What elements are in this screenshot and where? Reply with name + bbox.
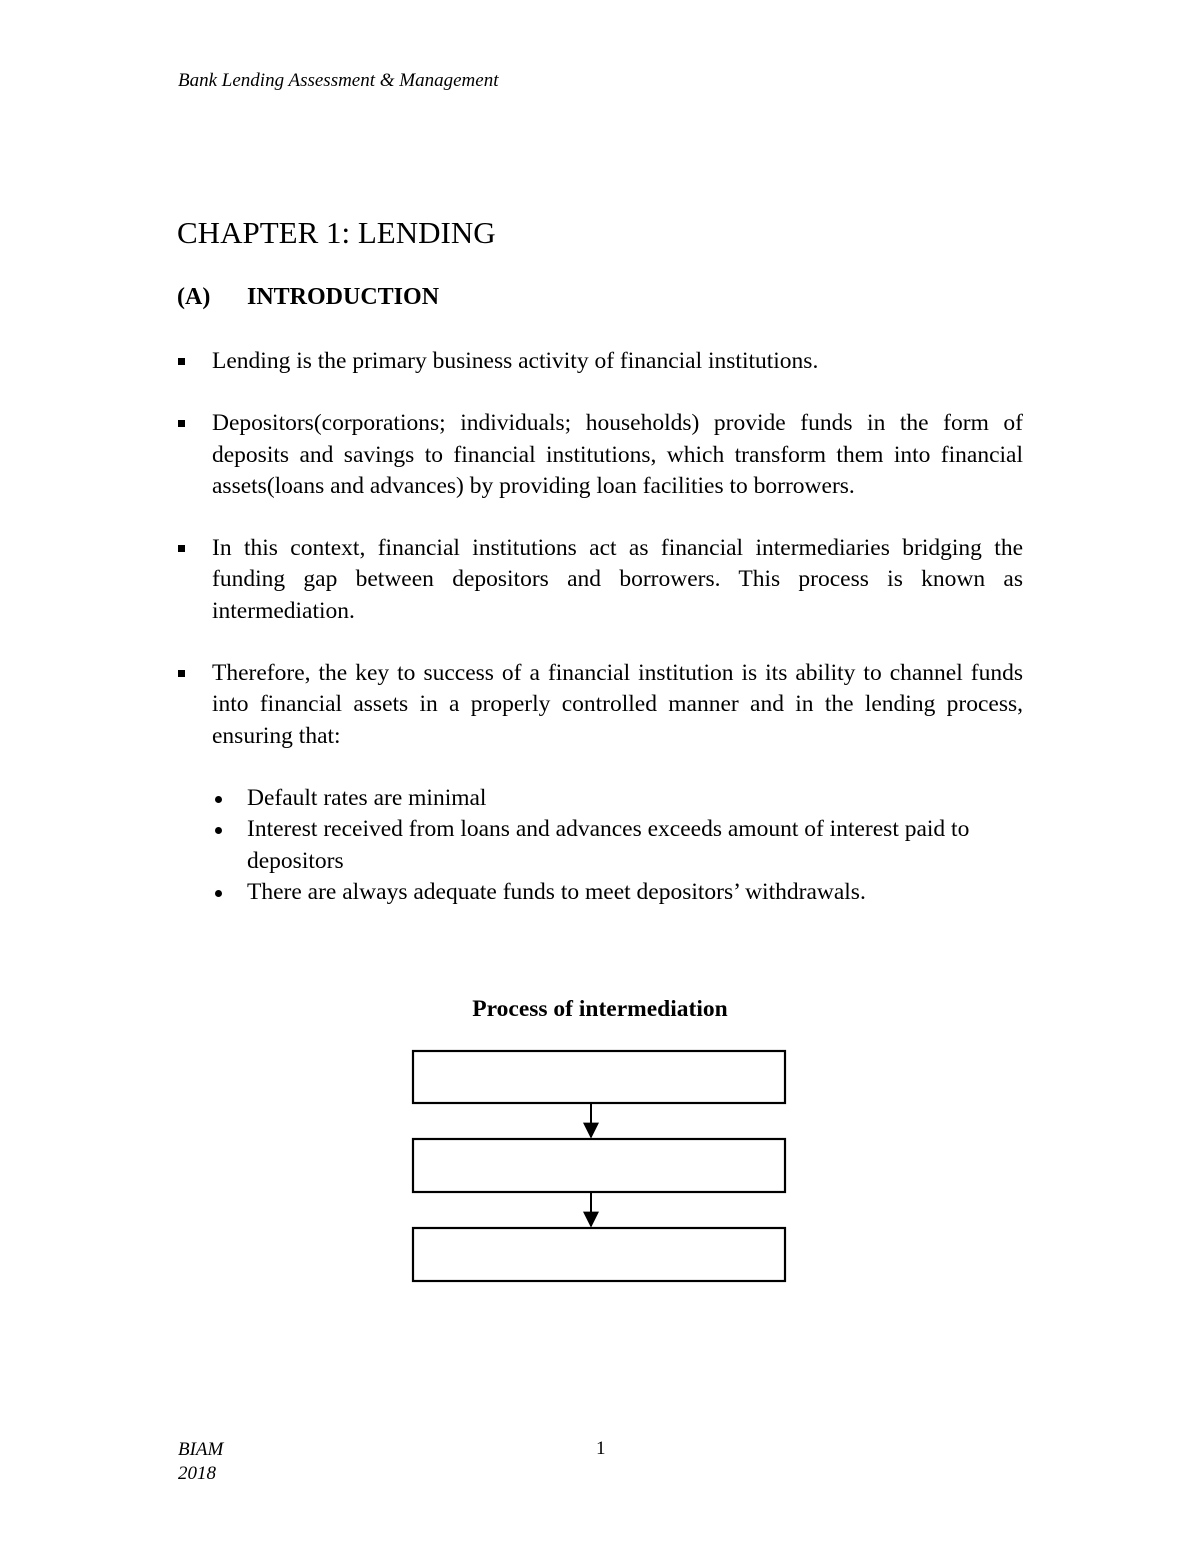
bullet-text: Therefore, the key to success of a financial institution is its ability to channel funds into financial assets in a properly controlled manner and in the lending process, ensuring that: [212,660,1023,749]
process-box-1 [413,1051,785,1103]
chapter-title: CHAPTER 1: LENDING [177,215,496,250]
sub-bullet-text: Interest received from loans and advances exceeds amount of interest paid to depositors [247,816,970,874]
sub-bullet-item [212,877,1023,908]
footer-year: 2018 [178,1463,216,1484]
square-bullet-icon [178,670,185,677]
footer-label: BIAM [178,1439,224,1460]
round-bullet-icon [215,796,222,803]
process-box-2 [413,1139,785,1192]
bullet-item [177,346,1023,377]
bullet-text: Lending is the primary business activity of financial institutions. [212,348,819,374]
bullet-text: In this context, financial institutions act as financial intermediaries bridging the funding gap between depositors and borrowers. This process is known as intermediation. [212,535,1023,624]
sub-bullet-item [212,814,1023,877]
figure-caption: Process of intermediation [472,996,728,1022]
sub-bullet-list [212,783,1023,908]
square-bullet-icon [178,358,185,365]
process-box-3 [413,1228,785,1281]
sub-bullet-item [212,783,1023,814]
sub-bullet-text: Default rates are minimal [247,784,487,811]
round-bullet-icon [215,827,222,834]
bullet-item [177,533,1023,627]
bullet-text: Depositors(corporations; individuals; households) provide funds in the form of deposits and savings to financial institutions, which transform them into financial assets(loans and advances) by providing loan facilities to borrowers. [212,410,1023,499]
round-bullet-icon [215,890,222,897]
bullet-list [177,346,1023,939]
page-footer [178,1438,223,1486]
section-number: (A) [177,284,211,310]
running-header: Bank Lending Assessment & Management [178,70,499,91]
sub-bullet-text: There are always adequate funds to meet depositors’ withdrawals. [247,878,866,905]
section-title: INTRODUCTION [247,284,440,310]
section-heading [177,282,439,312]
square-bullet-icon [178,545,185,552]
bullet-item [177,408,1023,502]
square-bullet-icon [178,420,185,427]
bullet-item [177,658,1023,908]
page-number: 1 [596,1438,606,1459]
process-diagram [410,1048,790,1286]
